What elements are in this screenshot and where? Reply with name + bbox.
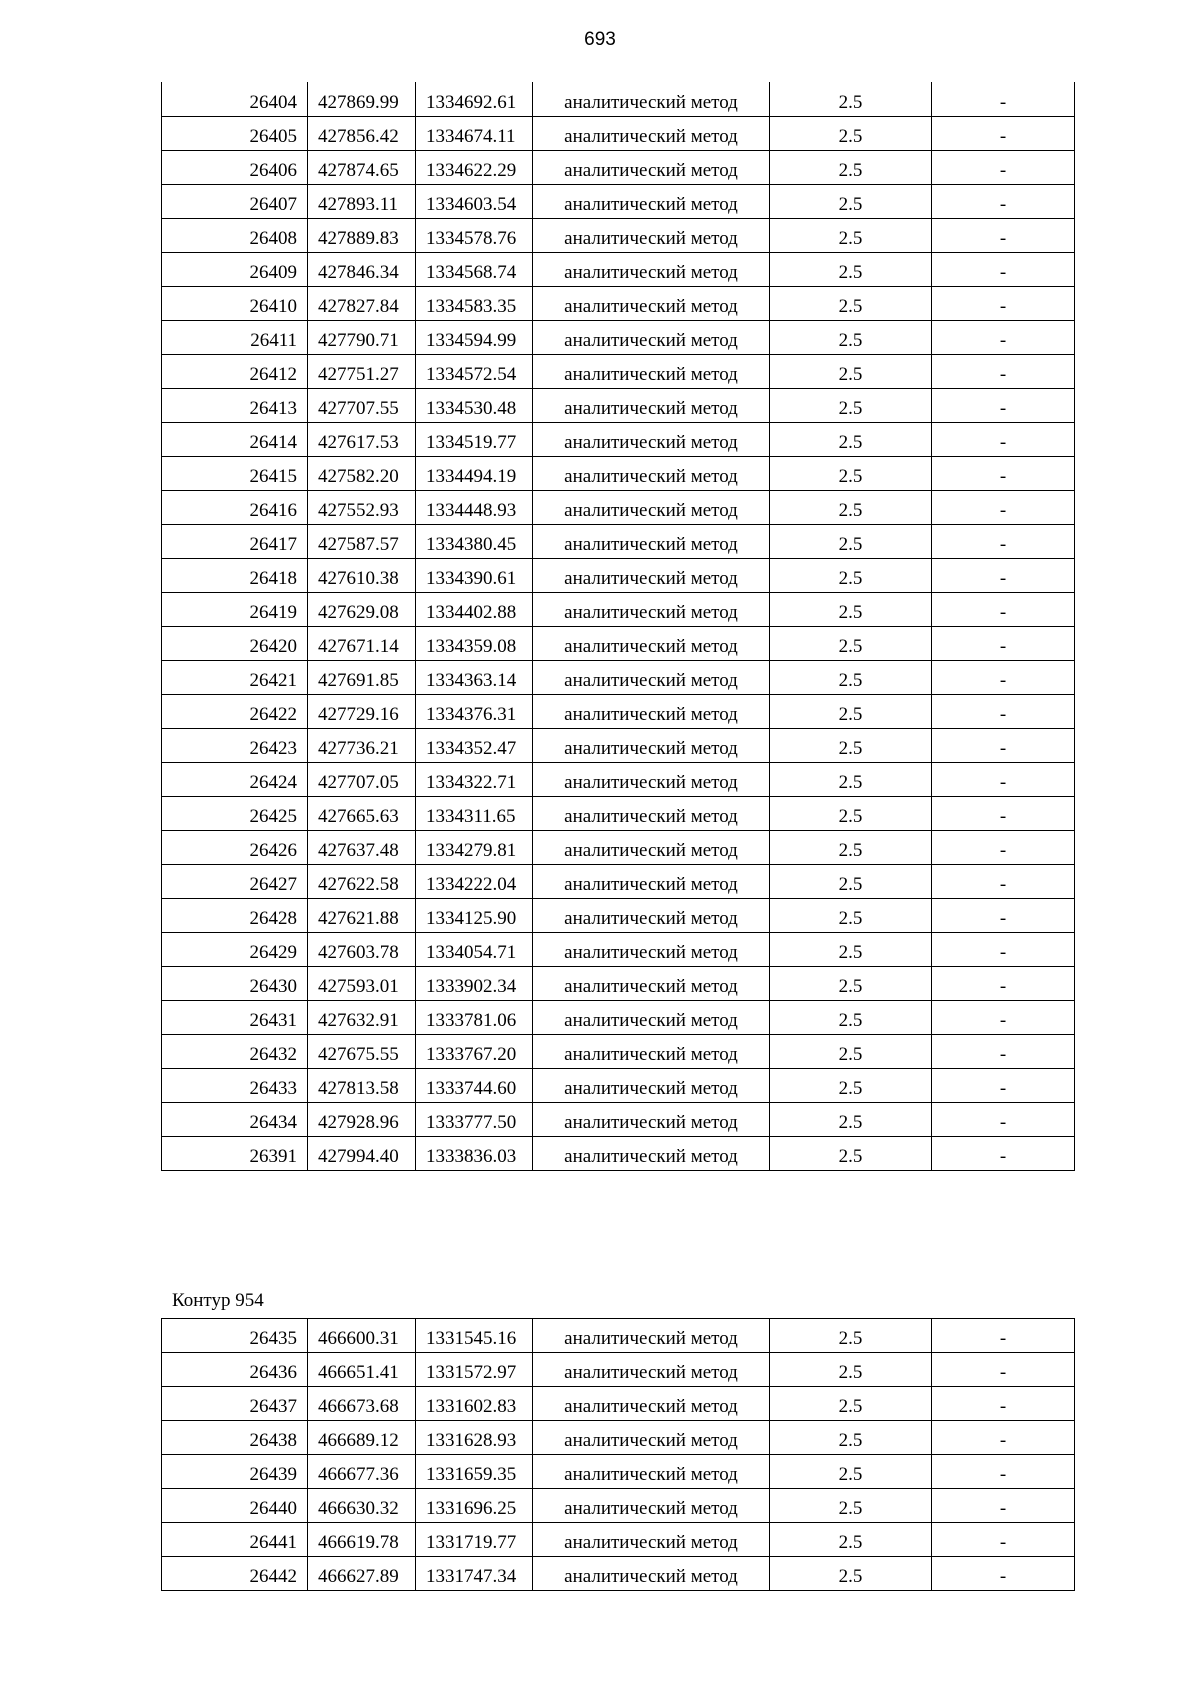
method-cell: аналитический метод bbox=[533, 558, 770, 592]
accuracy-cell: 2.5 bbox=[770, 1000, 932, 1034]
accuracy-cell: 2.5 bbox=[770, 830, 932, 864]
table-row bbox=[162, 354, 1075, 388]
note-cell: - bbox=[932, 1489, 1075, 1523]
table-row bbox=[162, 252, 1075, 286]
point-number-cell: 26432 bbox=[162, 1034, 308, 1068]
note-cell: - bbox=[932, 1102, 1075, 1136]
method-cell: аналитический метод bbox=[533, 1353, 770, 1387]
x-coordinate-cell: 427637.48 bbox=[308, 830, 416, 864]
table-row bbox=[162, 456, 1075, 490]
method-cell: аналитический метод bbox=[533, 932, 770, 966]
method-cell: аналитический метод bbox=[533, 422, 770, 456]
x-coordinate-cell: 427874.65 bbox=[308, 150, 416, 184]
y-coordinate-cell: 1334448.93 bbox=[416, 490, 533, 524]
table-row bbox=[162, 796, 1075, 830]
note-cell: - bbox=[932, 524, 1075, 558]
table-row bbox=[162, 388, 1075, 422]
x-coordinate-cell: 427629.08 bbox=[308, 592, 416, 626]
method-cell: аналитический метод bbox=[533, 320, 770, 354]
method-cell: аналитический метод bbox=[533, 456, 770, 490]
method-cell: аналитический метод bbox=[533, 1455, 770, 1489]
table-row bbox=[162, 320, 1075, 354]
accuracy-cell: 2.5 bbox=[770, 218, 932, 252]
method-cell: аналитический метод bbox=[533, 184, 770, 218]
point-number-cell: 26434 bbox=[162, 1102, 308, 1136]
method-cell: аналитический метод bbox=[533, 1034, 770, 1068]
table-row bbox=[162, 728, 1075, 762]
accuracy-cell: 2.5 bbox=[770, 524, 932, 558]
x-coordinate-cell: 466600.31 bbox=[308, 1319, 416, 1353]
table-row bbox=[162, 82, 1075, 116]
note-cell: - bbox=[932, 558, 1075, 592]
point-number-cell: 26413 bbox=[162, 388, 308, 422]
accuracy-cell: 2.5 bbox=[770, 1068, 932, 1102]
x-coordinate-cell: 427582.20 bbox=[308, 456, 416, 490]
y-coordinate-cell: 1333744.60 bbox=[416, 1068, 533, 1102]
note-cell: - bbox=[932, 184, 1075, 218]
point-number-cell: 26415 bbox=[162, 456, 308, 490]
accuracy-cell: 2.5 bbox=[770, 1353, 932, 1387]
accuracy-cell: 2.5 bbox=[770, 1136, 932, 1170]
x-coordinate-cell: 427691.85 bbox=[308, 660, 416, 694]
table-row bbox=[162, 184, 1075, 218]
y-coordinate-cell: 1334568.74 bbox=[416, 252, 533, 286]
accuracy-cell: 2.5 bbox=[770, 1455, 932, 1489]
accuracy-cell: 2.5 bbox=[770, 694, 932, 728]
note-cell: - bbox=[932, 388, 1075, 422]
table-row bbox=[162, 1387, 1075, 1421]
note-cell: - bbox=[932, 218, 1075, 252]
method-cell: аналитический метод bbox=[533, 354, 770, 388]
point-number-cell: 26440 bbox=[162, 1489, 308, 1523]
table-row bbox=[162, 150, 1075, 184]
method-cell: аналитический метод bbox=[533, 796, 770, 830]
note-cell: - bbox=[932, 490, 1075, 524]
point-number-cell: 26418 bbox=[162, 558, 308, 592]
x-coordinate-cell: 427813.58 bbox=[308, 1068, 416, 1102]
point-number-cell: 26442 bbox=[162, 1557, 308, 1591]
x-coordinate-cell: 466651.41 bbox=[308, 1353, 416, 1387]
y-coordinate-cell: 1334352.47 bbox=[416, 728, 533, 762]
coordinates-table-contour bbox=[161, 1318, 1075, 1591]
x-coordinate-cell: 427994.40 bbox=[308, 1136, 416, 1170]
accuracy-cell: 2.5 bbox=[770, 388, 932, 422]
y-coordinate-cell: 1334519.77 bbox=[416, 422, 533, 456]
y-coordinate-cell: 1334311.65 bbox=[416, 796, 533, 830]
point-number-cell: 26439 bbox=[162, 1455, 308, 1489]
point-number-cell: 26420 bbox=[162, 626, 308, 660]
note-cell: - bbox=[932, 1136, 1075, 1170]
x-coordinate-cell: 466689.12 bbox=[308, 1421, 416, 1455]
note-cell: - bbox=[932, 116, 1075, 150]
point-number-cell: 26412 bbox=[162, 354, 308, 388]
x-coordinate-cell: 466673.68 bbox=[308, 1387, 416, 1421]
method-cell: аналитический метод bbox=[533, 286, 770, 320]
note-cell: - bbox=[932, 864, 1075, 898]
accuracy-cell: 2.5 bbox=[770, 762, 932, 796]
y-coordinate-cell: 1334322.71 bbox=[416, 762, 533, 796]
accuracy-cell: 2.5 bbox=[770, 422, 932, 456]
y-coordinate-cell: 1334674.11 bbox=[416, 116, 533, 150]
x-coordinate-cell: 427827.84 bbox=[308, 286, 416, 320]
note-cell: - bbox=[932, 252, 1075, 286]
x-coordinate-cell: 466627.89 bbox=[308, 1557, 416, 1591]
y-coordinate-cell: 1334578.76 bbox=[416, 218, 533, 252]
table-row bbox=[162, 694, 1075, 728]
point-number-cell: 26422 bbox=[162, 694, 308, 728]
accuracy-cell: 2.5 bbox=[770, 728, 932, 762]
y-coordinate-cell: 1331747.34 bbox=[416, 1557, 533, 1591]
y-coordinate-cell: 1333836.03 bbox=[416, 1136, 533, 1170]
method-cell: аналитический метод bbox=[533, 864, 770, 898]
x-coordinate-cell: 427593.01 bbox=[308, 966, 416, 1000]
accuracy-cell: 2.5 bbox=[770, 1102, 932, 1136]
y-coordinate-cell: 1331572.97 bbox=[416, 1353, 533, 1387]
accuracy-cell: 2.5 bbox=[770, 864, 932, 898]
method-cell: аналитический метод bbox=[533, 1523, 770, 1557]
point-number-cell: 26421 bbox=[162, 660, 308, 694]
point-number-cell: 26438 bbox=[162, 1421, 308, 1455]
method-cell: аналитический метод bbox=[533, 1102, 770, 1136]
note-cell: - bbox=[932, 1353, 1075, 1387]
page-number: 693 bbox=[584, 29, 616, 50]
method-cell: аналитический метод bbox=[533, 1068, 770, 1102]
table-row bbox=[162, 830, 1075, 864]
note-cell: - bbox=[932, 1387, 1075, 1421]
method-cell: аналитический метод bbox=[533, 898, 770, 932]
x-coordinate-cell: 427729.16 bbox=[308, 694, 416, 728]
note-cell: - bbox=[932, 1319, 1075, 1353]
accuracy-cell: 2.5 bbox=[770, 1421, 932, 1455]
x-coordinate-cell: 427736.21 bbox=[308, 728, 416, 762]
note-cell: - bbox=[932, 762, 1075, 796]
point-number-cell: 26407 bbox=[162, 184, 308, 218]
accuracy-cell: 2.5 bbox=[770, 354, 932, 388]
table-row bbox=[162, 524, 1075, 558]
x-coordinate-cell: 427707.05 bbox=[308, 762, 416, 796]
x-coordinate-cell: 427552.93 bbox=[308, 490, 416, 524]
y-coordinate-cell: 1334530.48 bbox=[416, 388, 533, 422]
accuracy-cell: 2.5 bbox=[770, 252, 932, 286]
x-coordinate-cell: 427671.14 bbox=[308, 626, 416, 660]
point-number-cell: 26427 bbox=[162, 864, 308, 898]
note-cell: - bbox=[932, 1421, 1075, 1455]
x-coordinate-cell: 427893.11 bbox=[308, 184, 416, 218]
method-cell: аналитический метод bbox=[533, 1387, 770, 1421]
note-cell: - bbox=[932, 660, 1075, 694]
method-cell: аналитический метод bbox=[533, 966, 770, 1000]
table-row bbox=[162, 864, 1075, 898]
method-cell: аналитический метод bbox=[533, 728, 770, 762]
method-cell: аналитический метод bbox=[533, 1557, 770, 1591]
method-cell: аналитический метод bbox=[533, 116, 770, 150]
note-cell: - bbox=[932, 626, 1075, 660]
method-cell: аналитический метод bbox=[533, 218, 770, 252]
accuracy-cell: 2.5 bbox=[770, 116, 932, 150]
note-cell: - bbox=[932, 966, 1075, 1000]
x-coordinate-cell: 427869.99 bbox=[308, 82, 416, 116]
method-cell: аналитический метод bbox=[533, 660, 770, 694]
note-cell: - bbox=[932, 82, 1075, 116]
accuracy-cell: 2.5 bbox=[770, 1319, 932, 1353]
y-coordinate-cell: 1333777.50 bbox=[416, 1102, 533, 1136]
table-row bbox=[162, 1523, 1075, 1557]
x-coordinate-cell: 427621.88 bbox=[308, 898, 416, 932]
table-row bbox=[162, 422, 1075, 456]
note-cell: - bbox=[932, 456, 1075, 490]
point-number-cell: 26428 bbox=[162, 898, 308, 932]
point-number-cell: 26419 bbox=[162, 592, 308, 626]
accuracy-cell: 2.5 bbox=[770, 490, 932, 524]
x-coordinate-cell: 427751.27 bbox=[308, 354, 416, 388]
table-row bbox=[162, 966, 1075, 1000]
method-cell: аналитический метод bbox=[533, 592, 770, 626]
accuracy-cell: 2.5 bbox=[770, 1387, 932, 1421]
note-cell: - bbox=[932, 320, 1075, 354]
note-cell: - bbox=[932, 796, 1075, 830]
accuracy-cell: 2.5 bbox=[770, 1489, 932, 1523]
accuracy-cell: 2.5 bbox=[770, 966, 932, 1000]
x-coordinate-cell: 466619.78 bbox=[308, 1523, 416, 1557]
y-coordinate-cell: 1334054.71 bbox=[416, 932, 533, 966]
accuracy-cell: 2.5 bbox=[770, 1557, 932, 1591]
y-coordinate-cell: 1334622.29 bbox=[416, 150, 533, 184]
table-row bbox=[162, 1000, 1075, 1034]
point-number-cell: 26391 bbox=[162, 1136, 308, 1170]
table-row bbox=[162, 626, 1075, 660]
method-cell: аналитический метод bbox=[533, 762, 770, 796]
accuracy-cell: 2.5 bbox=[770, 320, 932, 354]
method-cell: аналитический метод bbox=[533, 388, 770, 422]
method-cell: аналитический метод bbox=[533, 830, 770, 864]
y-coordinate-cell: 1334125.90 bbox=[416, 898, 533, 932]
point-number-cell: 26429 bbox=[162, 932, 308, 966]
note-cell: - bbox=[932, 830, 1075, 864]
accuracy-cell: 2.5 bbox=[770, 558, 932, 592]
method-cell: аналитический метод bbox=[533, 1421, 770, 1455]
x-coordinate-cell: 427622.58 bbox=[308, 864, 416, 898]
table-row bbox=[162, 932, 1075, 966]
accuracy-cell: 2.5 bbox=[770, 1523, 932, 1557]
y-coordinate-cell: 1334692.61 bbox=[416, 82, 533, 116]
accuracy-cell: 2.5 bbox=[770, 184, 932, 218]
method-cell: аналитический метод bbox=[533, 1319, 770, 1353]
point-number-cell: 26406 bbox=[162, 150, 308, 184]
x-coordinate-cell: 427790.71 bbox=[308, 320, 416, 354]
table-row bbox=[162, 286, 1075, 320]
point-number-cell: 26430 bbox=[162, 966, 308, 1000]
y-coordinate-cell: 1334390.61 bbox=[416, 558, 533, 592]
method-cell: аналитический метод bbox=[533, 1489, 770, 1523]
y-coordinate-cell: 1331659.35 bbox=[416, 1455, 533, 1489]
point-number-cell: 26441 bbox=[162, 1523, 308, 1557]
x-coordinate-cell: 427610.38 bbox=[308, 558, 416, 592]
method-cell: аналитический метод bbox=[533, 150, 770, 184]
method-cell: аналитический метод bbox=[533, 694, 770, 728]
y-coordinate-cell: 1334402.88 bbox=[416, 592, 533, 626]
x-coordinate-cell: 427665.63 bbox=[308, 796, 416, 830]
accuracy-cell: 2.5 bbox=[770, 150, 932, 184]
table-row bbox=[162, 1455, 1075, 1489]
x-coordinate-cell: 427856.42 bbox=[308, 116, 416, 150]
note-cell: - bbox=[932, 286, 1075, 320]
x-coordinate-cell: 466630.32 bbox=[308, 1489, 416, 1523]
section-title: Контур 954 bbox=[172, 1290, 264, 1311]
y-coordinate-cell: 1334494.19 bbox=[416, 456, 533, 490]
point-number-cell: 26409 bbox=[162, 252, 308, 286]
x-coordinate-cell: 466677.36 bbox=[308, 1455, 416, 1489]
note-cell: - bbox=[932, 1000, 1075, 1034]
x-coordinate-cell: 427617.53 bbox=[308, 422, 416, 456]
note-cell: - bbox=[932, 728, 1075, 762]
note-cell: - bbox=[932, 422, 1075, 456]
y-coordinate-cell: 1334594.99 bbox=[416, 320, 533, 354]
table-row bbox=[162, 1489, 1075, 1523]
y-coordinate-cell: 1333781.06 bbox=[416, 1000, 533, 1034]
point-number-cell: 26408 bbox=[162, 218, 308, 252]
point-number-cell: 26405 bbox=[162, 116, 308, 150]
y-coordinate-cell: 1331545.16 bbox=[416, 1319, 533, 1353]
y-coordinate-cell: 1334363.14 bbox=[416, 660, 533, 694]
accuracy-cell: 2.5 bbox=[770, 932, 932, 966]
point-number-cell: 26410 bbox=[162, 286, 308, 320]
accuracy-cell: 2.5 bbox=[770, 592, 932, 626]
note-cell: - bbox=[932, 592, 1075, 626]
note-cell: - bbox=[932, 1557, 1075, 1591]
table-row bbox=[162, 1319, 1075, 1353]
note-cell: - bbox=[932, 932, 1075, 966]
accuracy-cell: 2.5 bbox=[770, 286, 932, 320]
x-coordinate-cell: 427846.34 bbox=[308, 252, 416, 286]
x-coordinate-cell: 427889.83 bbox=[308, 218, 416, 252]
note-cell: - bbox=[932, 1455, 1075, 1489]
y-coordinate-cell: 1334572.54 bbox=[416, 354, 533, 388]
x-coordinate-cell: 427675.55 bbox=[308, 1034, 416, 1068]
point-number-cell: 26404 bbox=[162, 82, 308, 116]
y-coordinate-cell: 1333902.34 bbox=[416, 966, 533, 1000]
point-number-cell: 26425 bbox=[162, 796, 308, 830]
y-coordinate-cell: 1334380.45 bbox=[416, 524, 533, 558]
method-cell: аналитический метод bbox=[533, 626, 770, 660]
y-coordinate-cell: 1331628.93 bbox=[416, 1421, 533, 1455]
accuracy-cell: 2.5 bbox=[770, 456, 932, 490]
table-row bbox=[162, 1557, 1075, 1591]
point-number-cell: 26417 bbox=[162, 524, 308, 558]
method-cell: аналитический метод bbox=[533, 490, 770, 524]
y-coordinate-cell: 1334279.81 bbox=[416, 830, 533, 864]
table-row bbox=[162, 218, 1075, 252]
point-number-cell: 26423 bbox=[162, 728, 308, 762]
method-cell: аналитический метод bbox=[533, 252, 770, 286]
point-number-cell: 26431 bbox=[162, 1000, 308, 1034]
accuracy-cell: 2.5 bbox=[770, 660, 932, 694]
point-number-cell: 26416 bbox=[162, 490, 308, 524]
note-cell: - bbox=[932, 694, 1075, 728]
note-cell: - bbox=[932, 1034, 1075, 1068]
y-coordinate-cell: 1331602.83 bbox=[416, 1387, 533, 1421]
note-cell: - bbox=[932, 150, 1075, 184]
accuracy-cell: 2.5 bbox=[770, 626, 932, 660]
note-cell: - bbox=[932, 1068, 1075, 1102]
table-row bbox=[162, 1136, 1075, 1170]
y-coordinate-cell: 1334603.54 bbox=[416, 184, 533, 218]
note-cell: - bbox=[932, 1523, 1075, 1557]
x-coordinate-cell: 427632.91 bbox=[308, 1000, 416, 1034]
accuracy-cell: 2.5 bbox=[770, 1034, 932, 1068]
table-row bbox=[162, 490, 1075, 524]
method-cell: аналитический метод bbox=[533, 1000, 770, 1034]
point-number-cell: 26437 bbox=[162, 1387, 308, 1421]
table-row bbox=[162, 592, 1075, 626]
table-row bbox=[162, 762, 1075, 796]
y-coordinate-cell: 1334376.31 bbox=[416, 694, 533, 728]
table-row bbox=[162, 558, 1075, 592]
table-row bbox=[162, 1068, 1075, 1102]
y-coordinate-cell: 1331696.25 bbox=[416, 1489, 533, 1523]
coordinates-table bbox=[161, 82, 1075, 1171]
point-number-cell: 26435 bbox=[162, 1319, 308, 1353]
method-cell: аналитический метод bbox=[533, 82, 770, 116]
x-coordinate-cell: 427707.55 bbox=[308, 388, 416, 422]
point-number-cell: 26426 bbox=[162, 830, 308, 864]
table-row bbox=[162, 1421, 1075, 1455]
point-number-cell: 26411 bbox=[162, 320, 308, 354]
x-coordinate-cell: 427603.78 bbox=[308, 932, 416, 966]
point-number-cell: 26424 bbox=[162, 762, 308, 796]
point-number-cell: 26414 bbox=[162, 422, 308, 456]
method-cell: аналитический метод bbox=[533, 524, 770, 558]
table-row bbox=[162, 1034, 1075, 1068]
note-cell: - bbox=[932, 898, 1075, 932]
point-number-cell: 26436 bbox=[162, 1353, 308, 1387]
y-coordinate-cell: 1333767.20 bbox=[416, 1034, 533, 1068]
table-row bbox=[162, 660, 1075, 694]
x-coordinate-cell: 427928.96 bbox=[308, 1102, 416, 1136]
y-coordinate-cell: 1334222.04 bbox=[416, 864, 533, 898]
accuracy-cell: 2.5 bbox=[770, 796, 932, 830]
y-coordinate-cell: 1331719.77 bbox=[416, 1523, 533, 1557]
table-row bbox=[162, 1102, 1075, 1136]
note-cell: - bbox=[932, 354, 1075, 388]
table-row bbox=[162, 898, 1075, 932]
table-row bbox=[162, 1353, 1075, 1387]
y-coordinate-cell: 1334359.08 bbox=[416, 626, 533, 660]
accuracy-cell: 2.5 bbox=[770, 82, 932, 116]
point-number-cell: 26433 bbox=[162, 1068, 308, 1102]
method-cell: аналитический метод bbox=[533, 1136, 770, 1170]
accuracy-cell: 2.5 bbox=[770, 898, 932, 932]
table-row bbox=[162, 116, 1075, 150]
x-coordinate-cell: 427587.57 bbox=[308, 524, 416, 558]
y-coordinate-cell: 1334583.35 bbox=[416, 286, 533, 320]
